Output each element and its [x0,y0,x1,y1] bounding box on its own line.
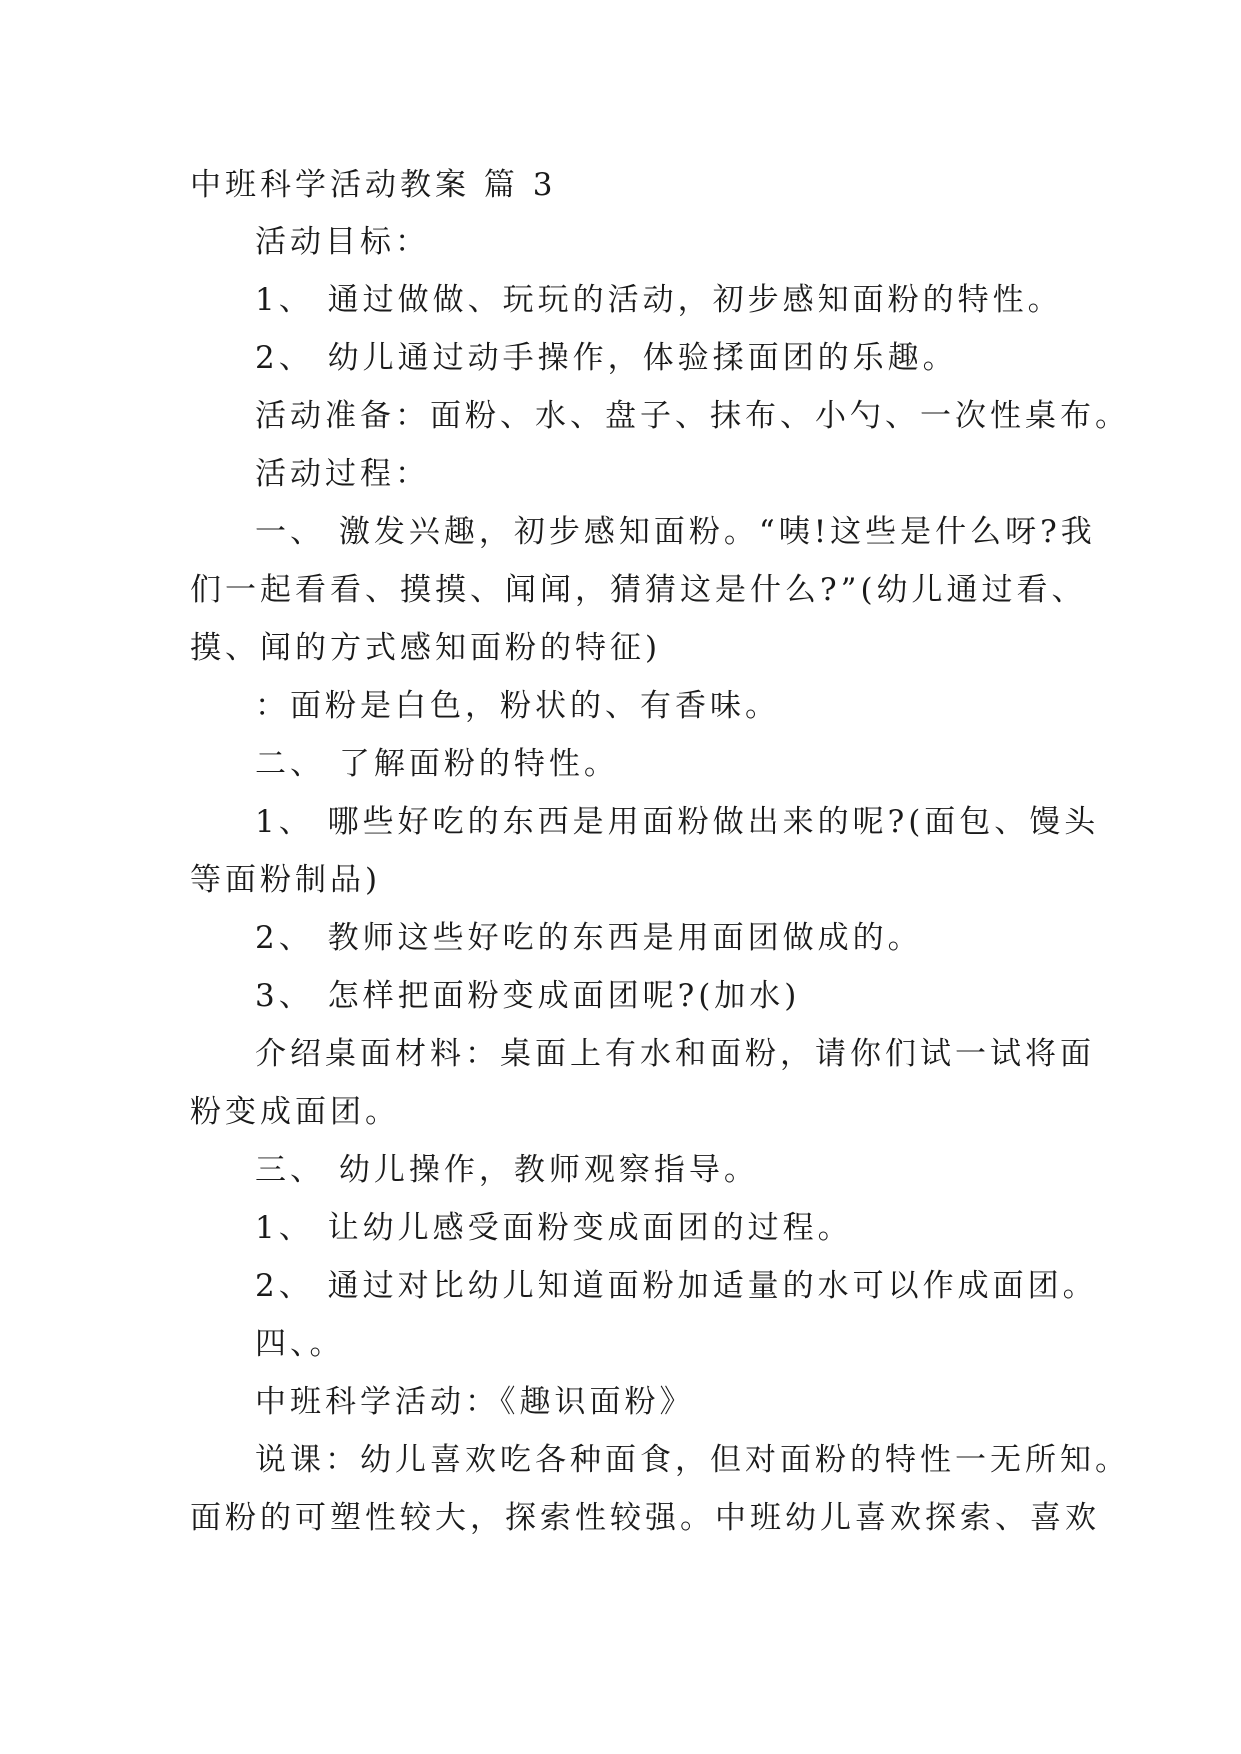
document-title: 中班科学活动教案 篇 3 [190,167,557,203]
process-step-4: 四、。 [255,1326,345,1362]
process-step-1: 一、 激发兴趣，初步感知面粉。“咦!这些是什么呀?我 [255,514,1096,550]
section-heading-process: 活动过程： [255,456,430,492]
process-step-1-continued: 们一起看看、摸摸、闻闻，猜猜这是什么?”(幼儿通过看、 [190,572,1087,608]
preparation-line: 活动准备：面粉、水、盘子、抹布、小勺、一次性桌布。 [255,398,1130,434]
process-step-2-item-3: 3、 怎样把面粉变成面团呢?(加水) [255,978,801,1014]
process-step-2-item-1: 1、 哪些好吃的东西是用面粉做出来的呢?(面包、馒头 [255,804,1100,840]
lesson-explanation-continued: 面粉的可塑性较大，探索性较强。中班幼儿喜欢探索、喜欢 [190,1500,1100,1536]
process-step-2: 二、 了解面粉的特性。 [255,746,619,782]
activity-subtitle: 中班科学活动：《趣识面粉》 [255,1384,695,1420]
process-step-1-summary: ：面粉是白色，粉状的、有香味。 [255,688,780,724]
process-step-3-item-2: 2、 通过对比幼儿知道面粉加适量的水可以作成面团。 [255,1268,1098,1304]
goal-item-1: 1、 通过做做、玩玩的活动，初步感知面粉的特性。 [255,282,1063,318]
process-step-3: 三、 幼儿操作，教师观察指导。 [255,1152,759,1188]
lesson-explanation: 说课：幼儿喜欢吃各种面食，但对面粉的特性一无所知。 [255,1442,1130,1478]
materials-intro-continued: 粉变成面团。 [190,1094,400,1130]
materials-intro: 介绍桌面材料：桌面上有水和面粉，请你们试一试将面 [255,1036,1095,1072]
process-step-2-item-1-continued: 等面粉制品) [190,862,382,898]
process-step-2-item-2: 2、 教师这些好吃的东西是用面团做成的。 [255,920,923,956]
process-step-3-item-1: 1、 让幼儿感受面粉变成面团的过程。 [255,1210,853,1246]
section-heading-goals: 活动目标： [255,224,430,260]
goal-item-2: 2、 幼儿通过动手操作，体验揉面团的乐趣。 [255,340,958,376]
process-step-1-continued-2: 摸、闻的方式感知面粉的特征) [190,630,662,666]
